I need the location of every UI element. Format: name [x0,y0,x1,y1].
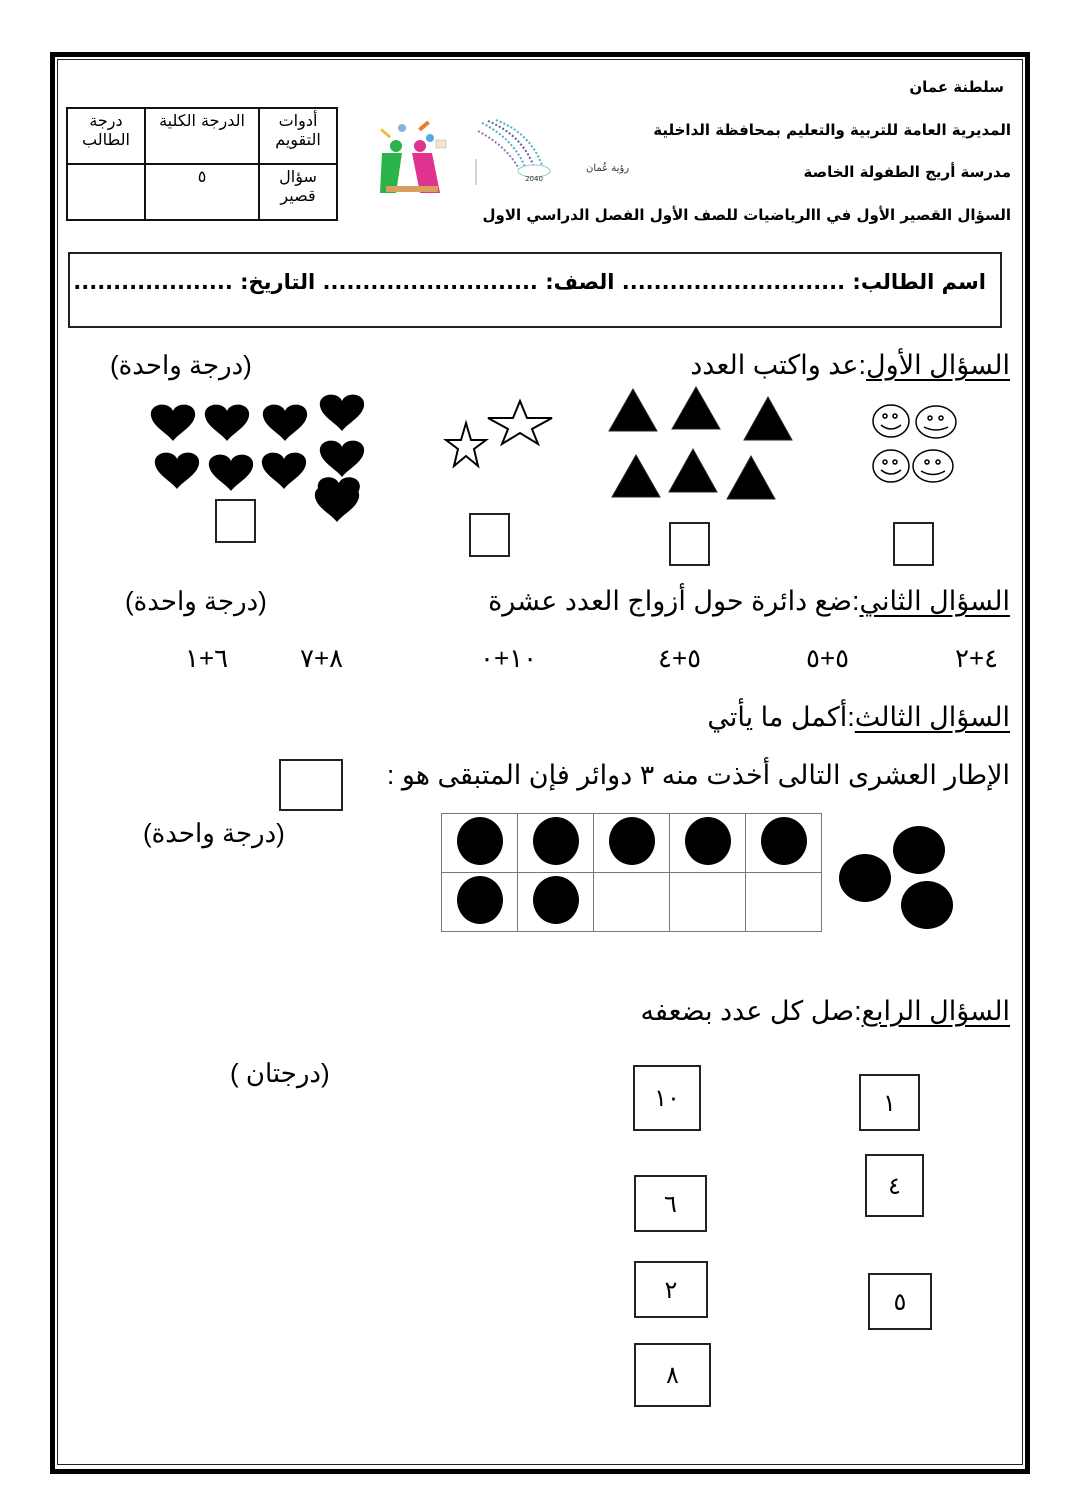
counter-dot [533,876,579,924]
number-box[interactable]: ٤ [865,1154,924,1217]
counter-dot [457,876,503,924]
q2-instruction: :ضع دائرة حول أزواج العدد عشرة [488,586,860,616]
q4-instruction: :صل كل عدد بضعفه [640,996,862,1026]
counter-dot [533,817,579,865]
student-grade-cell[interactable] [67,164,145,220]
q1-star-answer-box[interactable] [469,513,510,557]
date-label: التاريخ: [240,270,316,294]
star-group [440,398,560,474]
student-name-label: اسم الطالب: [852,270,986,294]
triangle-icon [744,397,792,440]
header-assessment-tools: أدوات التقويم [259,108,337,164]
pair-option[interactable]: ١٠+٠ [480,643,538,673]
ten-frame [441,813,822,932]
exam-title: السؤال القصير الأول في االرياضيات للصف الأول الفصل الدراسي الاول [482,206,1011,224]
star-icon [488,401,552,444]
country-name: سلطنة عمان [909,78,1004,96]
student-info-box [68,252,1002,328]
oman-vision-2040-logo [474,119,630,189]
smiley-group [870,400,962,490]
triangle-icon [612,455,660,497]
date-field[interactable]: .................... [73,270,233,294]
q3-grade: (درجة واحدة) [143,818,285,848]
triangle-group [606,385,796,505]
smiley-icons [870,400,962,490]
score-table [66,107,338,221]
counter-dot [609,817,655,865]
assessment-tool-cell: سؤال قصير [259,164,337,220]
class-label: الصف: [545,270,615,294]
vision-logo-text: رؤية عُمان [586,163,630,174]
heart-icon [318,477,360,512]
heart-extra [316,476,364,524]
pair-option[interactable]: ٤+٢ [955,643,999,673]
q4-grade: (درجتان ) [230,1058,330,1088]
counter-dot [457,817,503,865]
triangle-icon [609,389,657,431]
pair-option[interactable]: ٥+٤ [658,643,702,673]
heart-icon [151,405,195,441]
heart-icon [155,453,199,489]
ten-frame-cell [746,814,822,873]
heart-icon [320,395,364,431]
pair-option[interactable]: ٥+٥ [806,643,850,673]
smiley-icon [913,450,953,482]
triangle-icon [672,387,720,429]
ten-frame-cell [670,814,746,873]
q3-instruction: :أكمل ما يأتي [707,702,855,732]
q3-answer-box[interactable] [279,759,343,811]
q1-label: السؤال الأول [866,350,1010,380]
directorate-name: المديرية العامة للتربية والتعليم بمحافظة الداخلية [653,121,1011,139]
header-student-grade: درجة الطالب [67,108,145,164]
q4-label: السؤال الرابع [861,996,1010,1026]
ten-frame-cell [594,873,670,932]
smiley-icon [873,405,909,437]
removed-dot [839,854,891,902]
ten-frame-cell [670,873,746,932]
double-box[interactable]: ٨ [634,1343,711,1407]
pair-option[interactable]: ٨+٧ [300,643,344,673]
q3-label: السؤال الثالث [854,702,1010,732]
student-name-field[interactable]: ............................ [621,270,846,294]
class-field[interactable]: ........................... [322,270,538,294]
counter-dot [761,817,807,865]
heart-icon [205,405,249,441]
q4-heading [641,996,1010,1027]
ten-frame-cell [746,873,822,932]
triangle-icon [669,449,717,492]
double-box[interactable]: ٢ [634,1261,708,1318]
double-box[interactable]: ١٠ [633,1065,701,1131]
star-icon [446,423,486,466]
total-grade-cell: ٥ [145,164,259,220]
q1-smiley-answer-box[interactable] [893,522,934,566]
counter-dot [685,817,731,865]
double-box[interactable]: ٦ [634,1175,707,1232]
triangle-icon [727,456,775,499]
ten-frame-cell [518,814,594,873]
q2-grade: (درجة واحدة) [125,586,267,616]
q3-heading [707,702,1010,733]
q1-grade: (درجة واحدة) [110,350,252,380]
q3-statement: الإطار العشرى التالى أخذت منه ٣ دوائر فإن المتبقى هو : [386,760,1010,790]
smiley-icon [873,450,909,482]
ten-frame-cell [594,814,670,873]
q2-label: السؤال الثاني [859,586,1010,616]
heart-icon [263,405,307,441]
heart-icon [262,453,306,489]
q1-heart-answer-box[interactable] [215,499,256,543]
heart-icon [320,441,364,477]
q1-heading [690,350,1010,381]
school-logo [372,118,452,198]
school-name: مدرسة أريج الطفولة الخاصة [803,163,1011,181]
pair-option[interactable]: ٦+١ [185,643,229,673]
number-box[interactable]: ١ [859,1074,920,1131]
q1-instruction: :عد واكتب العدد [690,350,867,380]
student-info-line [73,270,986,294]
ten-frame-cell [442,873,518,932]
q1-triangle-answer-box[interactable] [669,522,710,566]
ten-frame-cell [518,873,594,932]
vision-logo-year: 2040 [525,175,543,183]
ten-frame-cell [442,814,518,873]
number-box[interactable]: ٥ [868,1273,932,1330]
smiley-icon [916,406,956,438]
heart-icon [209,455,253,491]
q2-heading [488,586,1010,617]
header-total-grade: الدرجة الكلية [145,108,259,164]
removed-dot [893,826,945,874]
removed-dot [901,881,953,929]
